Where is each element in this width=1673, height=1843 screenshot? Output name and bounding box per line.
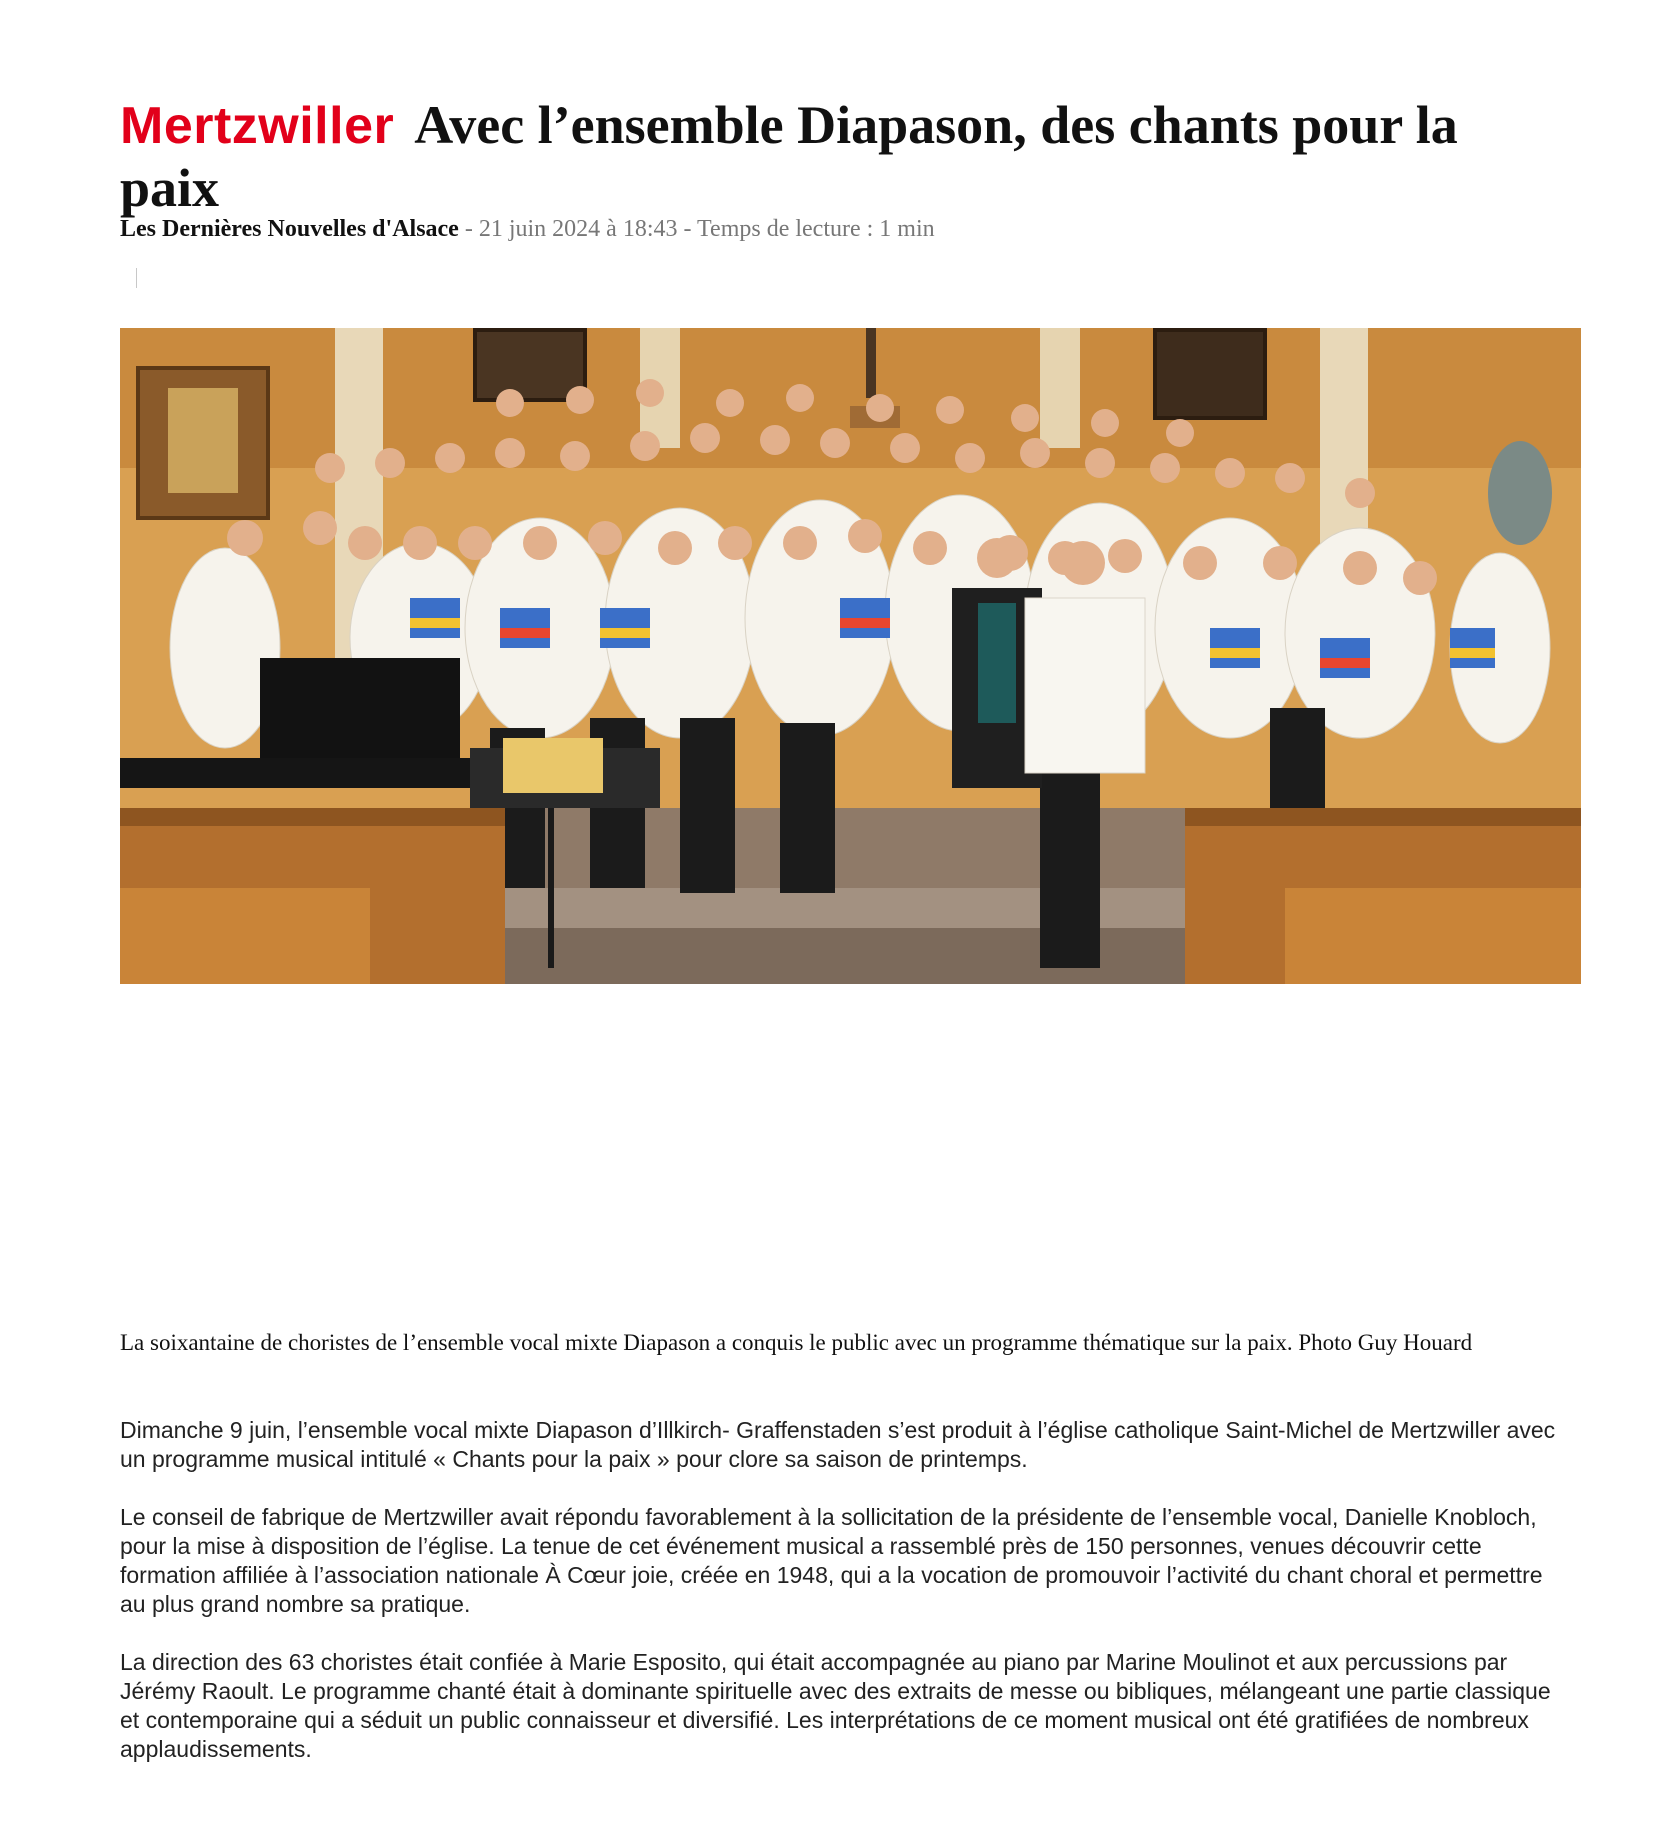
article-paragraph: Le conseil de fabrique de Mertzwiller avait répondu favorablement à la sollicitation de la présidente de l’ensemble vocal, Danielle Knobloch, pour la mise à disposition de l’église. La tenue de cet événement musical a rassemblé près de 150 personnes, venues découvrir cette formation affiliée à l’association nationale À Cœur joie, créée en 1948, qui a la vocation de promouvoir l’activité du chant choral et permettre au plus grand nombre sa pratique.: [120, 1504, 1543, 1617]
source-name: Les Dernières Nouvelles d'Alsace: [120, 216, 459, 242]
divider: [136, 268, 137, 288]
city-label: Mertzwiller: [120, 97, 395, 155]
choir-photo: [120, 328, 1581, 984]
article-headline: [120, 94, 1570, 219]
photo-caption: La soixantaine de choristes de l’ensemble vocal mixte Diapason a conquis le public avec un programme thématique sur la paix. Photo Guy Houard: [120, 1330, 1473, 1355]
article-byline: [120, 216, 1570, 243]
article-meta: - 21 juin 2024 à 18:43 - Temps de lecture : 1 min: [458, 216, 935, 242]
article-title: Avec l’ensemble Diapason, des chants pour la paix: [120, 95, 1458, 218]
article-paragraph: La direction des 63 choristes était confiée à Marie Esposito, qui était accompagnée au piano par Marine Moulinot et aux percussions par Jérémy Raoult. Le programme chanté était à dominante spirituelle avec des extraits de messe ou bibliques, mélangeant une partie classique et contemporaine qui a séduit un public connaisseur et diversifié. Les interprétations de ce moment musical ont été gratifiées de nombreux applaudissements.: [120, 1649, 1551, 1762]
article-paragraph: Dimanche 9 juin, l’ensemble vocal mixte Diapason d’Illkirch- Graffenstaden s’est produit à l’église catholique Saint-Michel de Mertzwiller avec un programme musical intitulé « Chants pour la paix » pour clore sa saison de printemps.: [120, 1417, 1556, 1472]
